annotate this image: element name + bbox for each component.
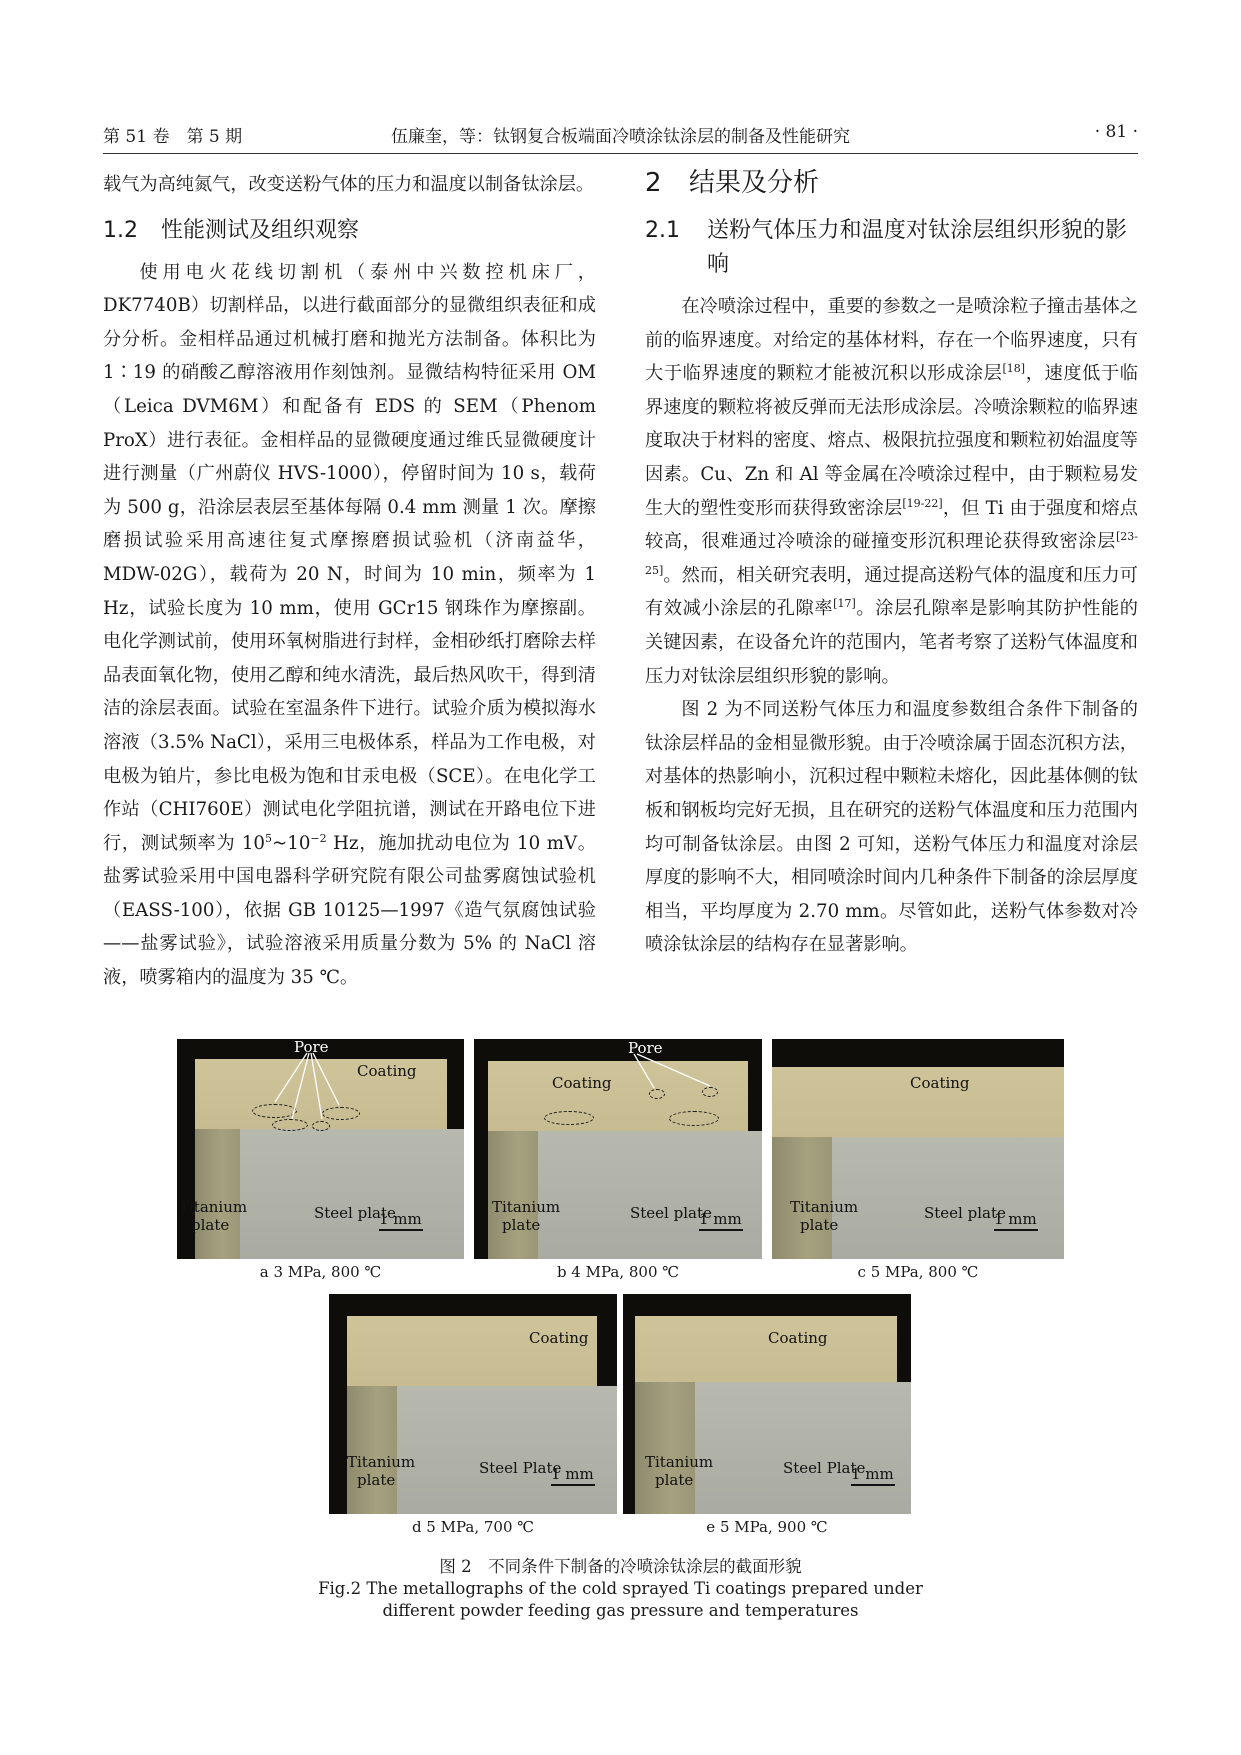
plate-label: plate	[800, 1216, 839, 1234]
subsection-number: 2.1	[645, 218, 680, 243]
scale-label: 1 mm	[379, 1210, 422, 1228]
superscript: 5	[265, 831, 273, 845]
coating-label: Coating	[552, 1074, 612, 1092]
plate-label: plate	[655, 1471, 694, 1489]
intro-paragraph: 载气为高纯氮气，改变送粉气体的压力和温度以制备钛涂层。	[103, 174, 595, 195]
plate-label: plate	[191, 1216, 230, 1234]
titanium-label: Titanium	[645, 1453, 714, 1471]
running-header	[103, 118, 1138, 154]
plate-label: plate	[357, 1471, 396, 1489]
methods-text-mid: ~10	[272, 832, 311, 854]
subsection-title: 送粉气体压力和温度对钛涂层组织形貌的影响	[707, 218, 1127, 277]
panel-d-caption: d 5 MPa, 700 ℃	[411, 1518, 535, 1536]
steel-plate-label: Steel Plate	[783, 1459, 866, 1477]
figure-panel-e	[623, 1294, 911, 1514]
steel-plate-label: Steel plate	[630, 1204, 712, 1222]
plate-label: plate	[502, 1216, 541, 1234]
figure-caption-en-line1: Fig.2 The metallographs of the cold sprayed Ti coatings prepared under	[318, 1579, 923, 1598]
methods-text-b: Hz，施加扰动电位为 10 mV。盐雾试验采用中国电器科学研究院有限公司盐雾腐蚀试验机（EASS-100），依据 GB 10125—1997《造气氛腐蚀试验——盐雾试验》，试验溶液采用质量分数为 5% 的 NaCl 溶液，喷雾箱内的温度为 35 ℃。	[103, 832, 596, 989]
pore-label: Pore	[628, 1039, 663, 1057]
pore-label: Pore	[294, 1039, 329, 1056]
section-1-2-heading	[103, 214, 596, 248]
right-column	[645, 168, 1138, 962]
journal-volume: 第 51 卷 第 5 期	[103, 127, 243, 147]
section-2-heading	[645, 166, 1138, 200]
text: 在冷喷涂过程中，重要的参数之一是喷涂粒子撞击基体之前的临界速度。对给定的基体材料，存在一个临界速度，只有大于临界速度的颗粒才能被沉积以形成涂层	[645, 296, 1138, 385]
titanium-label: Titanium	[790, 1198, 859, 1216]
scale-label: 1 mm	[851, 1465, 894, 1483]
article-running-title: 伍廉奎，等：钛钢复合板端面冷喷涂钛涂层的制备及性能研究	[391, 127, 850, 147]
panel-e-caption: e 5 MPa, 900 ℃	[706, 1518, 828, 1536]
results-paragraph-1	[645, 290, 1138, 693]
titanium-label: Titanium	[179, 1198, 248, 1216]
scale-bar	[551, 1484, 595, 1486]
text: 。涂层孔隙率是影响其防护性能的关键因素，在设备允许的范围内，笔者考察了送粉气体温度和压力对钛涂层组织形貌的影响。	[645, 598, 1138, 687]
coating-label: Coating	[529, 1329, 589, 1347]
scale-bar	[851, 1484, 895, 1486]
citation: [17]	[833, 597, 856, 611]
section-number: 2	[645, 168, 662, 198]
steel-plate-label: Steel plate	[314, 1204, 396, 1222]
titanium-label: Titanium	[492, 1198, 561, 1216]
section-title: 结果及分析	[689, 168, 820, 198]
section-title: 性能测试及组织观察	[161, 217, 360, 243]
coating-label: Coating	[768, 1329, 828, 1347]
methods-text-a: 使用电火花线切割机（泰州中兴数控机床厂，DK7740B）切割样品，以进行截面部分的显微组织表征和成分分析。金相样品通过机械打磨和抛光方法制备。体积比为 1∶19 的硝酸乙醇溶液用作刻蚀剂。显微结构特征采用 OM（Leica DVM6M）和配备有 EDS 的 SEM（Phenom ProX）进行表征。金相样品的显微硬度通过维氏显微硬度计进行测量（广州蔚仪 HVS-1000），停留时间为 10 s，载荷为 500 g，沿涂层表层至基体每隔 0.4 mm 测量 1 次。摩擦磨损试验采用高速往复式摩擦磨损试验机（济南益华，MDW-02G），载荷为 20 N，时间为 10 min，频率为 1 Hz，试验长度为 10 mm，使用 GCr15 钢珠作为摩擦副。电化学测试前，使用环氧树脂进行封样，金相砂纸打磨除去样品表面氧化物，使用乙醇和纯水清洗，最后热风吹干，得到清洁的涂层表面。试验在室温条件下进行。试验介质为模拟海水溶液（3.5% NaCl），采用三电极体系，样品为工作电极，对电极为铂片，参比电极为饱和甘汞电极（SCE）。在电化学工作站（CHI760E）测试电化学阻抗谱，测试在开路电位下进行，测试频率为 10	[103, 261, 596, 854]
scale-label: 1 mm	[699, 1210, 742, 1228]
panel-c-caption: c 5 MPa, 800 ℃	[857, 1263, 979, 1281]
steel-plate-label: Steel Plate	[479, 1459, 562, 1477]
coating-label: Coating	[910, 1074, 970, 1092]
section-number: 1.2	[103, 217, 138, 243]
scale-label: 1 mm	[994, 1210, 1037, 1228]
figure-caption-en-line2: different powder feeding gas pressure and temperatures	[382, 1601, 859, 1620]
panel-a-caption: a 3 MPa, 800 ℃	[259, 1263, 382, 1281]
section-2-1-heading	[645, 214, 1138, 282]
figure-panel-b	[474, 1039, 762, 1259]
figure-panel-d	[329, 1294, 617, 1514]
citation: [23-25]	[645, 530, 1138, 577]
titanium-label: Titanium	[347, 1453, 416, 1471]
citation: [18]	[1002, 362, 1026, 376]
figure-panel-a	[177, 1039, 464, 1259]
page-number: · 81 ·	[1094, 122, 1138, 142]
scale-label: 1 mm	[551, 1465, 594, 1483]
text: 。然而，相关研究表明，通过提高送粉气体的温度和压力可有效减小涂层的孔隙率	[645, 564, 1138, 620]
figure-caption-cn: 图 2 不同条件下制备的冷喷涂钛涂层的截面形貌	[439, 1557, 802, 1576]
scale-bar	[994, 1229, 1038, 1231]
panel-b-caption: b 4 MPa, 800 ℃	[556, 1263, 680, 1281]
text: ，但 Ti 由于强度和熔点较高，很难通过冷喷涂的碰撞变形沉积理论获得致密涂层	[645, 497, 1138, 553]
methods-paragraph	[103, 256, 596, 995]
citation: [19-22]	[902, 496, 943, 510]
steel-plate-label: Steel plate	[924, 1204, 1006, 1222]
left-column	[103, 168, 596, 995]
text: ，速度低于临界速度的颗粒将被反弹而无法形成涂层。冷喷涂颗粒的临界速度取决于材料的密度、熔点、极限抗拉强度和颗粒初始温度等因素。Cu、Zn 和 Al 等金属在冷喷涂过程中，由于颗粒易发生大的塑性变形而获得致密涂层	[645, 363, 1138, 519]
scale-bar	[699, 1229, 743, 1231]
results-paragraph-2: 图 2 为不同送粉气体压力和温度参数组合条件下制备的钛涂层样品的金相显微形貌。由于冷喷涂属于固态沉积方法，对基体的热影响小，沉积过程中颗粒未熔化，因此基体侧的钛板和钢板均完好无损，且在研究的送粉气体温度和压力范围内均可制备钛涂层。由图 2 可知，送粉气体压力和温度对涂层厚度的影响不大，相同喷涂时间内几种条件下制备的涂层厚度相当，平均厚度为 2.70 mm。尽管如此，送粉气体参数对冷喷涂钛涂层的结构存在显著影响。	[645, 699, 1138, 956]
superscript: −2	[310, 831, 327, 845]
figure-panel-c	[772, 1039, 1064, 1259]
coating-label: Coating	[357, 1062, 417, 1080]
scale-bar	[379, 1229, 423, 1231]
